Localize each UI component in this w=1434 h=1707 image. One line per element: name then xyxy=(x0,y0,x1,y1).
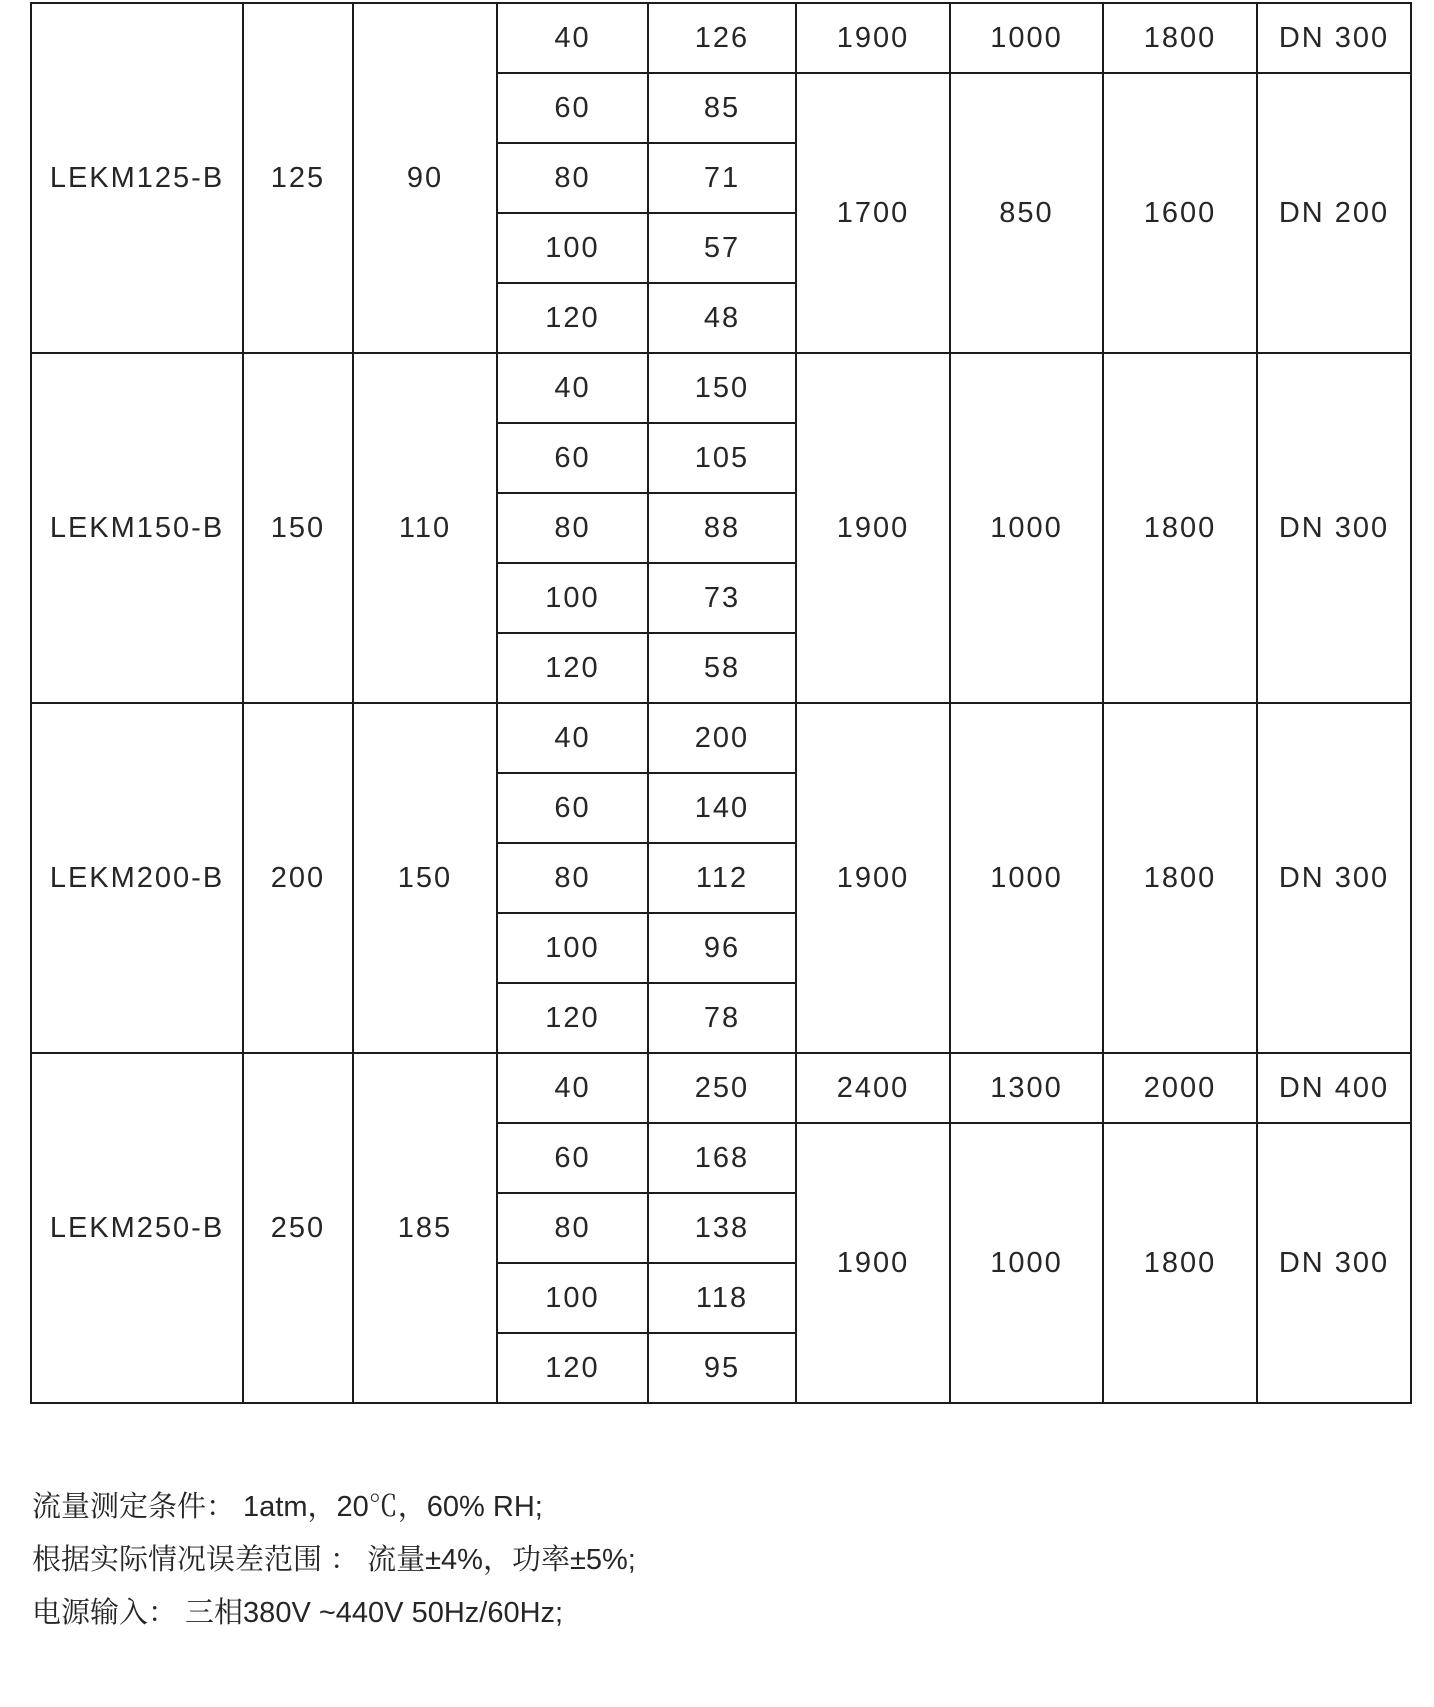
note-measurement-conditions: 流量测定条件： 1atm，20℃，60% RH; xyxy=(32,1491,543,1523)
value-cell: 150 xyxy=(648,353,796,423)
dim-length-cell: 1900 xyxy=(796,353,950,703)
spec2-cell: 90 xyxy=(353,3,497,353)
temp-cell: 40 xyxy=(497,3,648,73)
value-cell: 95 xyxy=(648,1333,796,1403)
note-power-input: 电源输入： 三相380V ~440V 50Hz/60Hz; xyxy=(32,1597,564,1629)
dim-width-cell: 1300 xyxy=(950,1053,1103,1123)
value-cell: 48 xyxy=(648,283,796,353)
value-cell: 73 xyxy=(648,563,796,633)
model-cell: LEKM150-B xyxy=(31,353,243,703)
model-cell: LEKM250-B xyxy=(31,1053,243,1403)
value-cell: 58 xyxy=(648,633,796,703)
value-cell: 168 xyxy=(648,1123,796,1193)
spec2-cell: 185 xyxy=(353,1053,497,1403)
spec-table xyxy=(30,2,1412,1404)
temp-cell: 120 xyxy=(497,1333,648,1403)
table-row xyxy=(31,703,1411,773)
temp-cell: 80 xyxy=(497,843,648,913)
dim-width-cell: 850 xyxy=(950,73,1103,353)
value-cell: 118 xyxy=(648,1263,796,1333)
dim-length-cell: 1700 xyxy=(796,73,950,353)
dn-cell: DN 300 xyxy=(1257,353,1411,703)
value-cell: 88 xyxy=(648,493,796,563)
value-cell: 96 xyxy=(648,913,796,983)
dim-length-cell: 2400 xyxy=(796,1053,950,1123)
temp-cell: 120 xyxy=(497,633,648,703)
value-cell: 138 xyxy=(648,1193,796,1263)
temp-cell: 100 xyxy=(497,1263,648,1333)
value-cell: 250 xyxy=(648,1053,796,1123)
model-cell: LEKM125-B xyxy=(31,3,243,353)
value-cell: 140 xyxy=(648,773,796,843)
value-cell: 126 xyxy=(648,3,796,73)
value-cell: 85 xyxy=(648,73,796,143)
dim-width-cell: 1000 xyxy=(950,1123,1103,1403)
dn-cell: DN 300 xyxy=(1257,1123,1411,1403)
footnotes xyxy=(32,1481,636,1640)
temp-cell: 60 xyxy=(497,423,648,493)
dn-cell: DN 400 xyxy=(1257,1053,1411,1123)
dim-width-cell: 1000 xyxy=(950,3,1103,73)
table-row xyxy=(31,353,1411,423)
dim-length-cell: 1900 xyxy=(796,1123,950,1403)
table-row xyxy=(31,1053,1411,1123)
temp-cell: 120 xyxy=(497,983,648,1053)
dim-height-cell: 1800 xyxy=(1103,703,1257,1053)
temp-cell: 60 xyxy=(497,1123,648,1193)
temp-cell: 40 xyxy=(497,1053,648,1123)
spec1-cell: 250 xyxy=(243,1053,353,1403)
dim-height-cell: 2000 xyxy=(1103,1053,1257,1123)
value-cell: 200 xyxy=(648,703,796,773)
dn-cell: DN 200 xyxy=(1257,73,1411,353)
temp-cell: 40 xyxy=(497,703,648,773)
temp-cell: 100 xyxy=(497,913,648,983)
temp-cell: 40 xyxy=(497,353,648,423)
dim-height-cell: 1800 xyxy=(1103,353,1257,703)
value-cell: 112 xyxy=(648,843,796,913)
dim-length-cell: 1900 xyxy=(796,703,950,1053)
spec1-cell: 200 xyxy=(243,703,353,1053)
value-cell: 57 xyxy=(648,213,796,283)
value-cell: 71 xyxy=(648,143,796,213)
temp-cell: 100 xyxy=(497,213,648,283)
dn-cell: DN 300 xyxy=(1257,703,1411,1053)
value-cell: 78 xyxy=(648,983,796,1053)
dim-length-cell: 1900 xyxy=(796,3,950,73)
spec1-cell: 125 xyxy=(243,3,353,353)
dim-height-cell: 1800 xyxy=(1103,1123,1257,1403)
dim-height-cell: 1600 xyxy=(1103,73,1257,353)
temp-cell: 120 xyxy=(497,283,648,353)
spec2-cell: 150 xyxy=(353,703,497,1053)
temp-cell: 60 xyxy=(497,73,648,143)
dim-width-cell: 1000 xyxy=(950,703,1103,1053)
value-cell: 105 xyxy=(648,423,796,493)
dim-height-cell: 1800 xyxy=(1103,3,1257,73)
model-cell: LEKM200-B xyxy=(31,703,243,1053)
spec2-cell: 110 xyxy=(353,353,497,703)
spec1-cell: 150 xyxy=(243,353,353,703)
temp-cell: 80 xyxy=(497,1193,648,1263)
dn-cell: DN 300 xyxy=(1257,3,1411,73)
dim-width-cell: 1000 xyxy=(950,353,1103,703)
temp-cell: 80 xyxy=(497,493,648,563)
table-row xyxy=(31,3,1411,73)
temp-cell: 80 xyxy=(497,143,648,213)
note-tolerance-range: 根据实际情况误差范围 ： 流量±4%，功率±5%; xyxy=(32,1544,636,1576)
temp-cell: 100 xyxy=(497,563,648,633)
temp-cell: 60 xyxy=(497,773,648,843)
